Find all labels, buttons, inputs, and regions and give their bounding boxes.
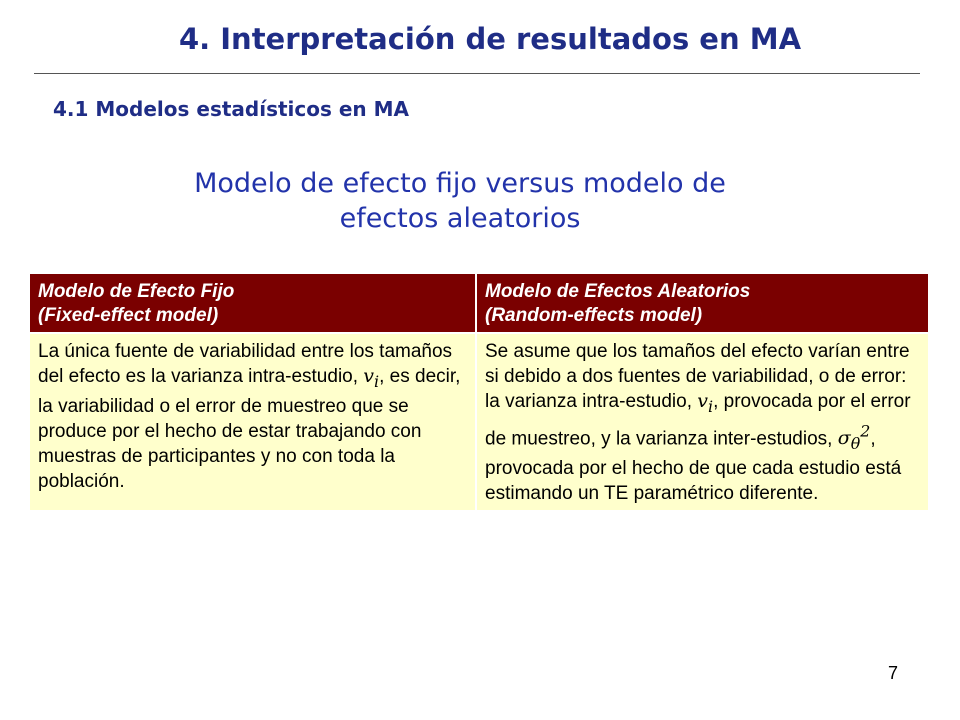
section-heading: 4.1 Modelos estadísticos en MA (53, 97, 410, 121)
title-divider (34, 73, 920, 74)
random-effects-header-english: (Random-effects model) (485, 305, 703, 326)
comparison-table (30, 274, 928, 510)
variance-symbol-vi (697, 390, 714, 416)
fixed-effect-description (30, 333, 476, 510)
fixed-effect-header (30, 274, 476, 333)
symbol-subscript-i: i (708, 396, 714, 416)
fixed-effect-header-title: Modelo de Efecto Fijo (38, 281, 235, 302)
slide-title: 4. Interpretación de resultados en MA (178, 22, 802, 56)
symbol-subscript-theta: θ (850, 433, 861, 453)
random-effects-description (476, 333, 928, 510)
symbol-subscript-i: i (374, 371, 380, 391)
page-number: 7 (888, 663, 899, 683)
fixed-text-1: La única fuente de variabilidad entre los tamaños del efecto es la varianza intra-estudio, (38, 341, 453, 387)
symbol-superscript-2: 2 (860, 421, 871, 441)
random-text-2: , provocada por el error de muestreo, y la varianza inter-estudios, (485, 391, 911, 450)
slide-subtitle (0, 166, 920, 236)
variance-symbol-vi (363, 365, 380, 391)
symbol-v: v (697, 390, 709, 412)
random-text-3: , provocada por el hecho de que cada estudio está estimando un TE paramétrico diferente. (485, 428, 902, 504)
table-body-row (30, 333, 928, 510)
symbol-v: v (363, 365, 375, 387)
symbol-sigma: σ (837, 427, 851, 450)
subtitle-line-1: Modelo de efecto fijo versus modelo de (194, 168, 726, 199)
random-effects-header (476, 274, 928, 333)
fixed-effect-header-english: (Fixed-effect model) (38, 305, 219, 326)
subtitle-line-2: efectos aleatorios (339, 203, 581, 234)
random-text-1: Se asume que los tamaños del efecto varían entre si debido a dos fuentes de variabilidad, o de error: la varianza intra-estudio, (485, 341, 910, 412)
random-effects-header-title: Modelo de Efectos Aleatorios (485, 281, 751, 302)
variance-symbol-sigma-theta (837, 421, 871, 453)
table-header-row (30, 274, 928, 333)
fixed-text-2: , es decir, la variabilidad o el error de muestreo que se produce por el hecho de estar trabajando con muestras de participantes y no con toda la población. (38, 366, 461, 492)
